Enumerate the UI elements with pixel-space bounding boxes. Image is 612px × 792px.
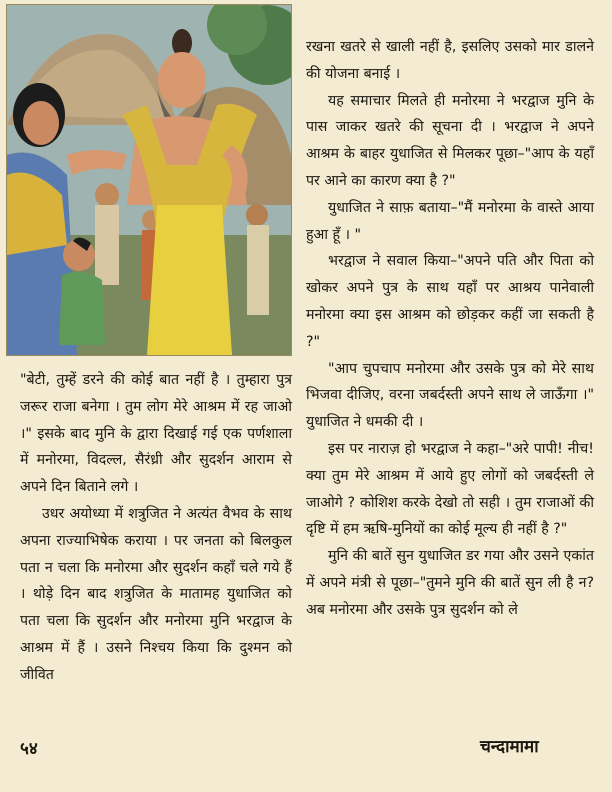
paragraph: रखना खतरे से खाली नहीं है, इसलिए उसको मार डालने की योजना बनाई । [306,39,594,82]
paragraph: उधर अयोध्या में शत्रुजित ने अत्यंत वैभव के साथ अपना राज्याभिषेक कराया । पर जनता को बिलकुल पता न चला कि मनोरमा और सुदर्शन कहाँ चले गये हैं । थोड़े दिन बाद शत्रुजित के मातामह युधाजित को पता चला कि सुदर्शन और मनोरमा मुनि भरद्वाज के आश्रम में हैं । उसने निश्चय किया कि दुश्मन को जीवित [20,505,292,683]
illustration-icon [7,5,291,355]
left-text-column [20,367,292,689]
paragraph: "बेटी, तुम्हें डरने की कोई बात नहीं है । तुम्हारा पुत्र जरूर राजा बनेगा । तुम लोग मेरे आश्रम में रह जाओ ।" इसके बाद मुनि के द्वारा दिखाई गई एक पर्णशाला में मनोरमा, विदल्ल, सैरंध्री और सुदर्शन आराम से अपने दिन बिताने लगे । [20,372,292,496]
right-text-column [306,34,594,624]
paragraph: मुनि की बातें सुन युधाजित डर गया और उसने एकांत में अपने मंत्री से पूछा–"तुमने मुनि की बातें सुन ली है न? अब मनोरमा और उसके पुत्र सुदर्शन को ले [306,548,594,618]
paragraph: यह समाचार मिलते ही मनोरमा ने भरद्वाज मुनि के पास जाकर खतरे की सूचना दी । भरद्वाज ने अपने आश्रम के बाहर युधाजित से मिलकर पूछा–"आप के यहाँ पर आने का कारण क्या है ?" [306,92,594,189]
paragraph: "आप चुपचाप मनोरमा और उसके पुत्र को मेरे साथ भिजवा दीजिए, वरना जबर्दस्ती अपने साथ ले जाऊँगा ।" युधाजित ने धमकी दी । [306,360,594,431]
page-number: ५४ [20,739,38,759]
paragraph: भरद्वाज ने सवाल किया–"अपने पति और पिता को खोकर अपने पुत्र के साथ यहाँ पर आश्रय पानेवाली मनोरमा क्या इस आश्रम को छोड़कर कहीं जा सकती है ?" [306,253,594,350]
paragraph: इस पर नाराज़ हो भरद्वाज ने कहा–"अरे पापी! नीच! क्या तुम मेरे आश्रम में आये हुए लोगों को जबर्दस्ती ले जाओगे ? कोशिश करके देखो तो सही । तुम राजाओं की दृष्टि में हम ऋषि-मुनियों का कोई मूल्य ही नहीं है ?" [306,440,594,538]
paragraph: युधाजित ने साफ़ बताया–"मैं मनोरमा के वास्ते आया हुआ हूँ । " [306,199,594,243]
story-illustration [6,4,292,356]
magazine-name: चन्दामामा [480,737,539,757]
